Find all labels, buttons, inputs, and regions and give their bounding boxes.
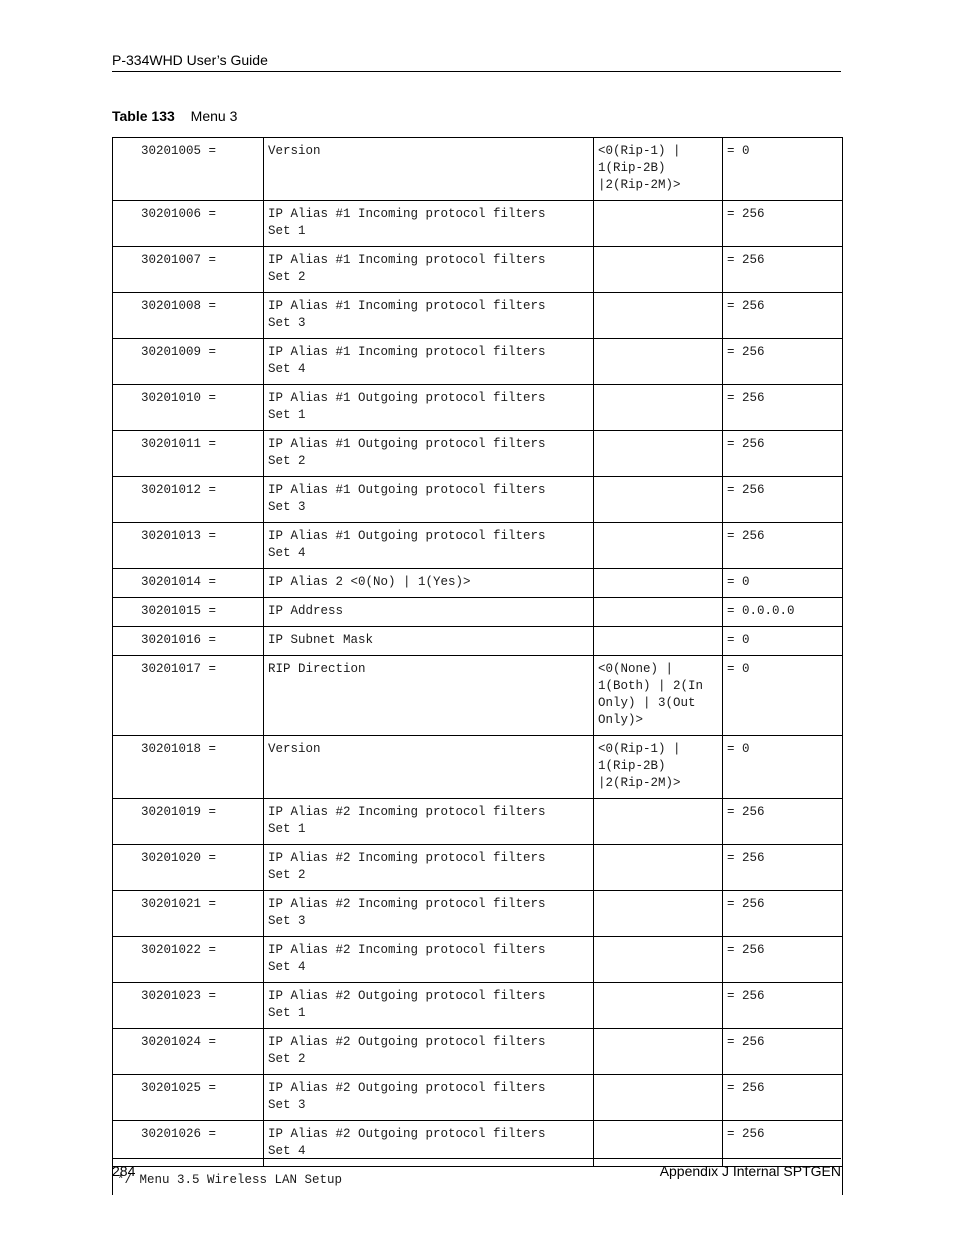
param-value-cell: = 256 — [723, 385, 843, 431]
table-caption — [112, 108, 237, 124]
param-code-cell: 30201023 = — [113, 983, 264, 1029]
page-header — [112, 52, 841, 72]
param-options-cell — [594, 627, 723, 656]
table-row — [113, 523, 843, 569]
param-code-cell: 30201013 = — [113, 523, 264, 569]
table-row — [113, 656, 843, 736]
guide-title: P-334WHD User’s Guide — [112, 52, 268, 68]
param-value-cell: = 256 — [723, 477, 843, 523]
param-options-cell — [594, 431, 723, 477]
table-row — [113, 431, 843, 477]
param-options-cell — [594, 293, 723, 339]
param-code-cell: 30201014 = — [113, 569, 264, 598]
param-options-cell — [594, 598, 723, 627]
table-row — [113, 845, 843, 891]
param-value-cell: = 256 — [723, 845, 843, 891]
param-code-cell: 30201019 = — [113, 799, 264, 845]
param-code-cell: 30201011 = — [113, 431, 264, 477]
param-value-cell: = 256 — [723, 937, 843, 983]
param-value-cell: = 256 — [723, 1029, 843, 1075]
table-row — [113, 627, 843, 656]
param-code-cell: 30201022 = — [113, 937, 264, 983]
param-description-cell: IP Alias #1 Incoming protocol filters Set 3 — [264, 293, 594, 339]
param-code-cell: 30201008 = — [113, 293, 264, 339]
table-body — [113, 138, 843, 1196]
param-options-cell: <0(Rip-1) | 1(Rip-2B) |2(Rip-2M)> — [594, 736, 723, 799]
menu-table — [112, 137, 843, 1195]
param-options-cell — [594, 983, 723, 1029]
param-code-cell: 30201017 = — [113, 656, 264, 736]
param-value-cell: = 256 — [723, 201, 843, 247]
param-options-cell — [594, 799, 723, 845]
param-options-cell — [594, 937, 723, 983]
table-number: Table 133 — [112, 108, 175, 124]
param-description-cell: IP Alias #1 Incoming protocol filters Set 2 — [264, 247, 594, 293]
param-description-cell: IP Alias #1 Incoming protocol filters Set 4 — [264, 339, 594, 385]
param-description-cell: Version — [264, 736, 594, 799]
param-description-cell: IP Alias #1 Outgoing protocol filters Set 3 — [264, 477, 594, 523]
param-options-cell — [594, 477, 723, 523]
param-code-cell: 30201006 = — [113, 201, 264, 247]
param-description-cell: IP Subnet Mask — [264, 627, 594, 656]
param-value-cell: = 0 — [723, 736, 843, 799]
param-code-cell: 30201012 = — [113, 477, 264, 523]
menu-table-wrapper — [112, 137, 842, 1195]
param-description-cell: IP Alias #2 Outgoing protocol filters Set 2 — [264, 1029, 594, 1075]
table-row — [113, 598, 843, 627]
param-value-cell: = 0 — [723, 656, 843, 736]
param-code-cell: 30201005 = — [113, 138, 264, 201]
param-description-cell: IP Alias #2 Incoming protocol filters Set 2 — [264, 845, 594, 891]
param-description-cell: IP Alias #2 Outgoing protocol filters Set 3 — [264, 1075, 594, 1121]
param-value-cell: = 256 — [723, 431, 843, 477]
param-code-cell: 30201007 = — [113, 247, 264, 293]
param-code-cell: 30201026 = — [113, 1121, 264, 1167]
page-number: 284 — [112, 1163, 136, 1179]
table-row — [113, 937, 843, 983]
table-row — [113, 201, 843, 247]
param-options-cell — [594, 247, 723, 293]
param-options-cell — [594, 201, 723, 247]
section-label: */ Menu 3.5 Wireless LAN Setup — [113, 1167, 843, 1196]
table-row — [113, 1029, 843, 1075]
table-row — [113, 385, 843, 431]
param-code-cell: 30201018 = — [113, 736, 264, 799]
param-value-cell: = 256 — [723, 523, 843, 569]
param-code-cell: 30201010 = — [113, 385, 264, 431]
param-value-cell: = 256 — [723, 293, 843, 339]
param-options-cell: <0(Rip-1) | 1(Rip-2B) |2(Rip-2M)> — [594, 138, 723, 201]
param-code-cell: 30201025 = — [113, 1075, 264, 1121]
param-options-cell — [594, 339, 723, 385]
param-options-cell — [594, 385, 723, 431]
param-value-cell: = 256 — [723, 891, 843, 937]
param-description-cell: RIP Direction — [264, 656, 594, 736]
param-description-cell: IP Alias 2 <0(No) | 1(Yes)> — [264, 569, 594, 598]
param-options-cell: <0(None) | 1(Both) | 2(In Only) | 3(Out Only)> — [594, 656, 723, 736]
table-row — [113, 339, 843, 385]
param-value-cell: = 0 — [723, 138, 843, 201]
param-value-cell: = 256 — [723, 247, 843, 293]
param-description-cell: IP Alias #2 Outgoing protocol filters Set 1 — [264, 983, 594, 1029]
table-row — [113, 1075, 843, 1121]
param-options-cell — [594, 523, 723, 569]
table-row — [113, 891, 843, 937]
table-row — [113, 799, 843, 845]
param-value-cell: = 0 — [723, 569, 843, 598]
param-description-cell: IP Alias #1 Outgoing protocol filters Set 4 — [264, 523, 594, 569]
param-value-cell: = 256 — [723, 983, 843, 1029]
param-value-cell: = 256 — [723, 1121, 843, 1167]
param-options-cell — [594, 1075, 723, 1121]
param-value-cell: = 256 — [723, 1075, 843, 1121]
param-options-cell — [594, 845, 723, 891]
param-value-cell: = 0 — [723, 627, 843, 656]
table-row — [113, 477, 843, 523]
param-description-cell: IP Alias #2 Incoming protocol filters Set 3 — [264, 891, 594, 937]
param-description-cell: IP Alias #2 Outgoing protocol filters Set 4 — [264, 1121, 594, 1167]
param-value-cell: = 0.0.0.0 — [723, 598, 843, 627]
footer-section: Appendix J Internal SPTGEN — [659, 1163, 841, 1179]
param-description-cell: IP Alias #1 Outgoing protocol filters Set 1 — [264, 385, 594, 431]
param-code-cell: 30201024 = — [113, 1029, 264, 1075]
table-row — [113, 293, 843, 339]
table-row — [113, 736, 843, 799]
param-description-cell: IP Alias #1 Incoming protocol filters Set 1 — [264, 201, 594, 247]
param-code-cell: 30201020 = — [113, 845, 264, 891]
param-description-cell: Version — [264, 138, 594, 201]
table-title: Menu 3 — [190, 108, 238, 124]
table-row — [113, 138, 843, 201]
param-options-cell — [594, 569, 723, 598]
param-description-cell: IP Alias #2 Incoming protocol filters Set 1 — [264, 799, 594, 845]
param-options-cell — [594, 1029, 723, 1075]
table-row — [113, 983, 843, 1029]
param-value-cell: = 256 — [723, 799, 843, 845]
param-options-cell — [594, 891, 723, 937]
param-code-cell: 30201015 = — [113, 598, 264, 627]
param-code-cell: 30201021 = — [113, 891, 264, 937]
param-code-cell: 30201009 = — [113, 339, 264, 385]
param-value-cell: = 256 — [723, 339, 843, 385]
param-code-cell: 30201016 = — [113, 627, 264, 656]
param-description-cell: IP Alias #1 Outgoing protocol filters Set 2 — [264, 431, 594, 477]
table-row — [113, 247, 843, 293]
page-footer — [112, 1158, 841, 1179]
param-description-cell: IP Alias #2 Incoming protocol filters Set 4 — [264, 937, 594, 983]
param-description-cell: IP Address — [264, 598, 594, 627]
table-row — [113, 569, 843, 598]
